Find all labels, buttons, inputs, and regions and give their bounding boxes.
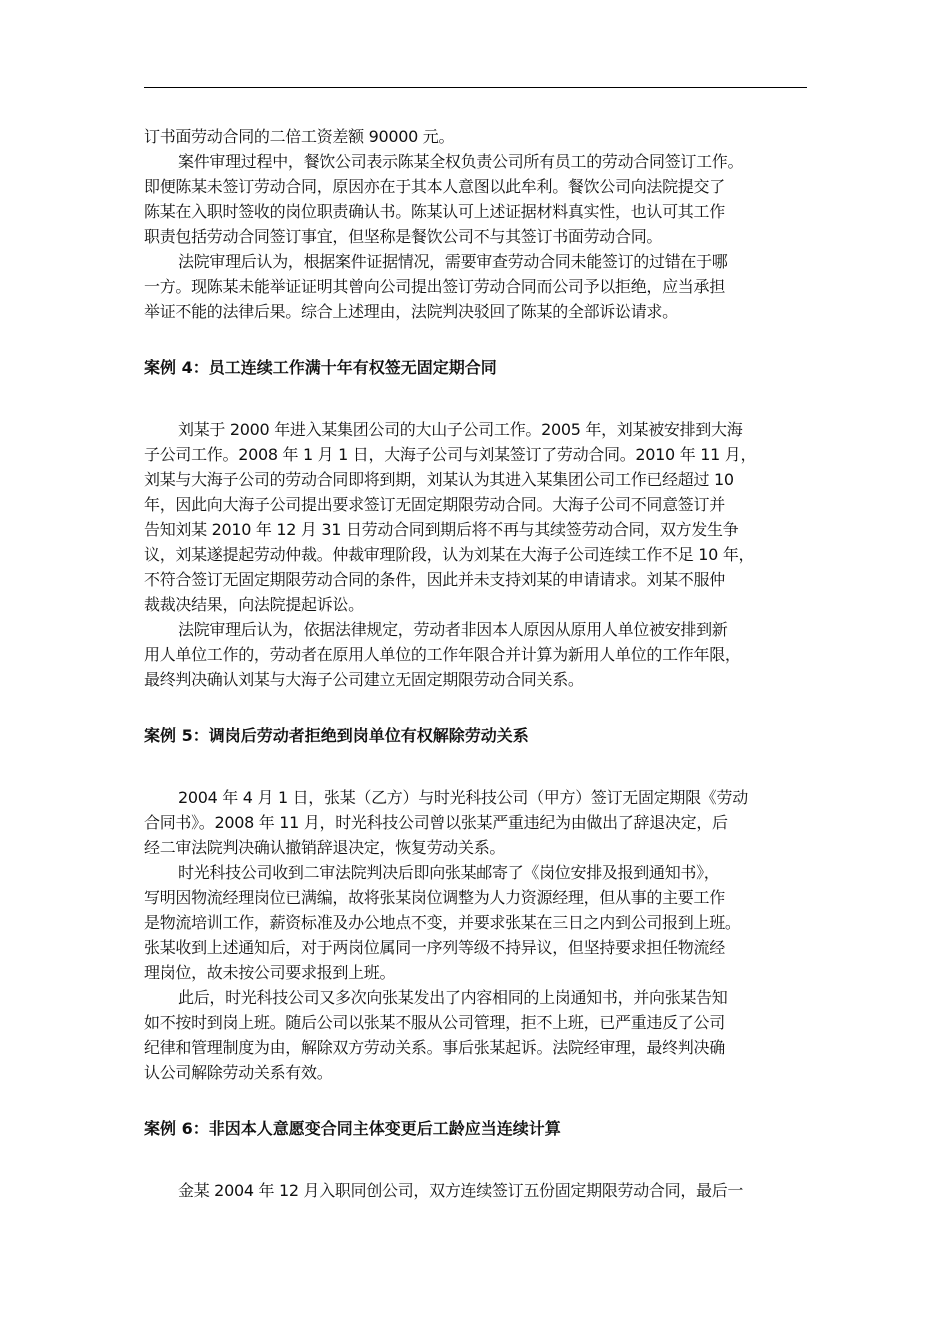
paragraph	[144, 249, 807, 324]
paragraph	[144, 417, 807, 617]
paragraph	[144, 617, 807, 692]
case-4-heading: 案例 4：员工连续工作满十年有权签无固定期合同	[144, 358, 497, 377]
text-line: 此后，时光科技公司又多次向张某发出了内容相同的上岗通知书，并向张某告知	[178, 988, 728, 1007]
text-line: 年，因此向大海子公司提出要求签订无固定期限劳动合同。大海子公司不同意签订并	[144, 495, 725, 514]
text-line: 法院审理后认为，依据法律规定，劳动者非因本人原因从原用人单位被安排到新	[178, 620, 728, 639]
paragraph	[144, 985, 807, 1085]
text-line: 认公司解除劳动关系有效。	[144, 1063, 333, 1082]
text-line: 刘某与大海子公司的劳动合同即将到期，刘某认为其进入某集团公司工作已经超过 10	[144, 470, 734, 489]
text-line: 刘某于 2000 年进入某集团公司的大山子公司工作。2005 年，刘某被安排到大海	[178, 420, 743, 439]
text-line: 议，刘某遂提起劳动仲裁。仲裁审理阶段，认为刘某在大海子公司连续工作不足 10 年，	[144, 545, 755, 564]
text-line: 订书面劳动合同的二倍工资差额 90000 元。	[144, 127, 455, 146]
text-line: 举证不能的法律后果。综合上述理由，法院判决驳回了陈某的全部诉讼请求。	[144, 302, 678, 321]
text-line: 不符合签订无固定期限劳动合同的条件，因此并未支持刘某的申请请求。刘某不服仲	[144, 570, 725, 589]
text-line: 张某收到上述通知后，对于两岗位属同一序列等级不持异议，但坚持要求担任物流经	[144, 938, 725, 957]
text-line: 案件审理过程中，餐饮公司表示陈某全权负责公司所有员工的劳动合同签订工作。	[178, 152, 744, 171]
header-rule	[144, 87, 807, 88]
document-body	[144, 124, 807, 1203]
text-line: 职责包括劳动合同签订事宜，但坚称是餐饮公司不与其签订书面劳动合同。	[144, 227, 663, 246]
text-line: 金某 2004 年 12 月入职同创公司，双方连续签订五份固定期限劳动合同，最后一	[178, 1181, 744, 1200]
text-line: 纪律和管理制度为由，解除双方劳动关系。事后张某起诉。法院经审理，最终判决确	[144, 1038, 725, 1057]
paragraph	[144, 149, 807, 249]
case-6-heading: 案例 6：非因本人意愿变合同主体变更后工龄应当连续计算	[144, 1119, 561, 1138]
text-line: 如不按时到岗上班。随后公司以张某不服从公司管理，拒不上班，已严重违反了公司	[144, 1013, 725, 1032]
text-line: 是物流培训工作，薪资标准及办公地点不变，并要求张某在三日之内到公司报到上班。	[144, 913, 741, 932]
text-line: 陈某在入职时签收的岗位职责确认书。陈某认可上述证据材料真实性，也认可其工作	[144, 202, 725, 221]
text-line: 裁裁决结果，向法院提起诉讼。	[144, 595, 364, 614]
text-line: 用人单位工作的，劳动者在原用人单位的工作年限合并计算为新用人单位的工作年限，	[144, 645, 741, 664]
case-5-heading: 案例 5：调岗后劳动者拒绝到岗单位有权解除劳动关系	[144, 726, 529, 745]
paragraph	[144, 785, 807, 860]
text-line: 写明因物流经理岗位已满编，故将张某岗位调整为人力资源经理，但从事的主要工作	[144, 888, 725, 907]
text-line: 法院审理后认为，根据案件证据情况，需要审查劳动合同未能签订的过错在于哪	[178, 252, 728, 271]
text-line: 告知刘某 2010 年 12 月 31 日劳动合同到期后将不再与其续签劳动合同，双方发生争	[144, 520, 739, 539]
text-line: 最终判决确认刘某与大海子公司建立无固定期限劳动合同关系。	[144, 670, 584, 689]
text-line: 一方。现陈某未能举证证明其曾向公司提出签订劳动合同而公司予以拒绝，应当承担	[144, 277, 725, 296]
text-line: 子公司工作。2008 年 1 月 1 日，大海子公司与刘某签订了劳动合同。2010 年 11 月，	[144, 445, 757, 464]
paragraph	[144, 860, 807, 985]
text-line: 理岗位，故未按公司要求报到上班。	[144, 963, 396, 982]
text-line: 经二审法院判决确认撤销辞退决定，恢复劳动关系。	[144, 838, 506, 857]
paragraph-continuation	[144, 124, 807, 149]
text-line: 时光科技公司收到二审法院判决后即向张某邮寄了《岗位安排及报到通知书》，	[178, 863, 720, 882]
paragraph	[144, 1178, 807, 1203]
text-line: 2004 年 4 月 1 日，张某（乙方）与时光科技公司（甲方）签订无固定期限《劳动	[178, 788, 748, 807]
text-line: 合同书》。2008 年 11 月，时光科技公司曾以张某严重违纪为由做出了辞退决定，后	[144, 813, 728, 832]
text-line: 即便陈某未签订劳动合同，原因亦在于其本人意图以此牟利。餐饮公司向法院提交了	[144, 177, 725, 196]
